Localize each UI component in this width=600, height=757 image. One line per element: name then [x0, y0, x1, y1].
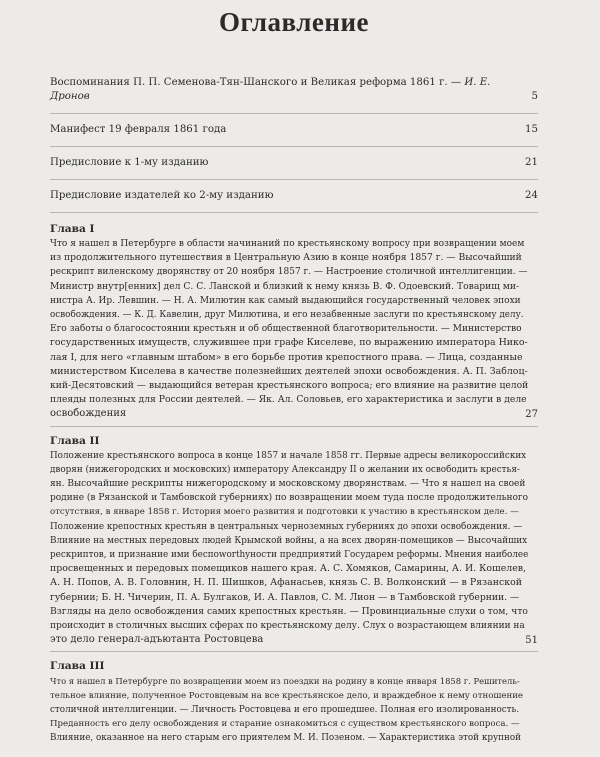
chapter-title: Глава I	[50, 223, 95, 235]
toc-entry[interactable]	[50, 76, 538, 114]
summary-line: Министр внутр[енних] дел С. С. Ланской и близкий к нему князь В. Ф. Одоевский. Товарищ ми-	[50, 280, 520, 292]
entry-page-number: 21	[525, 157, 538, 168]
summary-line: Влияние, оказанное на него старым его приятелем М. И. Позеном. — Характеристика этой крупной	[50, 733, 522, 744]
summary-line: Положение крестьянского вопроса в конце 1857 и начале 1858 гг. Первые адресы великороссийских	[50, 450, 527, 461]
chapter-3[interactable]	[50, 659, 538, 749]
summary-line: лая I, для него «главным штабом» в его борьбе против крепостного права. — Лица, созданные	[50, 351, 523, 363]
summary-line: Влияние на местных передовых людей Крымской войны, а на всех дворян-помещиков — Высочайших	[50, 535, 528, 546]
summary-line: просвещенных и передовых помещиков нашего края. А. С. Хомяков, Самарины, А. И. Кошелев,	[50, 563, 527, 575]
summary-line: А. Н. Попов, А. В. Головнин, Н. П. Шишков, Афанасьев, князь С. В. Волконский — в Рязанской	[50, 577, 522, 589]
chapter-summary	[50, 674, 528, 745]
summary-line: отсутствия, в январе 1858 г. История моего развития и подготовки к участию в крестьянском деле. —	[50, 507, 519, 518]
summary-line: министерством Киселева в качестве полезнейших деятелей эпохи освобождения. А. П. Заблоц-	[50, 365, 528, 377]
toc-entry[interactable]	[50, 156, 538, 180]
summary-line: рескриптов, и признание ими беспоworthyности предприятий Государем реформы. Мнения наиболее	[50, 550, 529, 561]
chapter-summary	[50, 449, 528, 648]
toc-entries	[50, 76, 538, 757]
summary-line: губернии; Б. Н. Чичерин, П. А. Булгаков, И. А. Павлов, С. М. Лион — в Тамбовской губернии. —	[50, 591, 520, 603]
chapter-page-number: 51	[525, 635, 538, 647]
entry-text: Воспоминания П. П. Семенова-Тян-Шанского и Великая реформа 1861 г. —	[50, 77, 462, 88]
chapter-summary	[50, 237, 528, 422]
summary-line: происходит в столичных высших сферах по крестьянскому делу. Слух о возрастающем влиянии на	[50, 621, 525, 632]
summary-line: освобождения	[50, 408, 127, 420]
summary-line: Что я нашел в Петербурге по возвращении моем из поездки на родину в конце января 1858 г. Решитель-	[50, 676, 520, 687]
summary-line: Взгляды на дело освобождения самих крепостных крестьян. — Провинциальные слухи о том, что	[50, 605, 528, 617]
summary-line: рескрипт виленскому дворянству от 20 ноября 1857 г. — Настроение столичной интеллигенции. —	[50, 267, 528, 278]
entry-text: Предисловие издателей ко 2-му изданию	[50, 190, 274, 201]
entry-text: Предисловие к 1-му изданию	[50, 157, 209, 168]
summary-line: Что я нашел в Петербурге в области начинаний по крестьянскому вопросу при возвращении моем	[50, 239, 525, 249]
toc-entry[interactable]	[50, 189, 538, 213]
entry-page-number: 15	[525, 124, 538, 135]
summary-line: нистра А. Ир. Левшин. — Н. А. Милютин как самый выдающийся государственный человек эпохи	[50, 295, 521, 306]
summary-line: освобождения. — К. Д. Кавелин, друг Милютина, и его незабвенные заслуги по крестьянскому делу.	[50, 310, 524, 321]
summary-line: столичной интеллигенции. — Личность Ростовцева и его прошедшее. Полная его изолированность.	[50, 704, 520, 715]
summary-line: Положение крепостных крестьян в центральных черноземных губерниях до эпохи освобождения. —	[50, 521, 523, 532]
chapter-page-number: 27	[525, 409, 538, 421]
entry-author: И. Е. Дронов	[50, 77, 491, 102]
summary-line: Преданность его делу освобождения и старание ознакомиться с существом крестьянского вопроса. —	[50, 719, 520, 730]
summary-line: Его заботы о благосостоянии крестьян и об общественной благотворительности. — Министерство	[50, 324, 522, 335]
chapter-title: Глава II	[50, 434, 100, 447]
summary-line: дворян (нижегородских и московских) императору Александру II о желании их освободить крестья-	[50, 464, 520, 475]
summary-line: кий-Десятовский — выдающийся ветеран крестьянского вопроса; его влияние на развитие целой	[50, 380, 529, 392]
summary-line: ян. Высочайшие рескрипты нижегородскому и московскому дворянствам. — Что я нашел на своей	[50, 479, 526, 490]
chapter-title: Глава III	[50, 660, 105, 673]
page-title: Оглавление	[219, 7, 369, 37]
summary-line: тельное влияние, полученное Ростовцевым на все крестьянское дело, и враждебное к нему отношение	[50, 690, 524, 701]
summary-line: это дело генерал-адъютанта Ростовцева	[50, 634, 264, 646]
entry-text: Манифест 19 февраля 1861 года	[50, 124, 227, 135]
toc-entry[interactable]	[50, 123, 538, 147]
entry-page-number: 5	[531, 91, 538, 102]
summary-line: родине (в Рязанской и Тамбовской губерниях) по возвращении моем туда после продолжительного	[50, 493, 529, 504]
entry-page-number: 24	[525, 190, 538, 201]
summary-line: государственных имуществ, служившее при графе Киселеве, по выражению императора Нико-	[50, 337, 528, 349]
summary-line: плеяды полезных для России деятелей. — Як. Ал. Соловьев, его характеристика и заслуги в деле	[50, 394, 527, 406]
chapter-2[interactable]	[50, 434, 538, 653]
chapter-1[interactable]	[50, 222, 538, 427]
summary-line: из продолжительного путешествия в Центральную Азию в конце ноября 1857 г. — Высочайший	[50, 252, 522, 264]
